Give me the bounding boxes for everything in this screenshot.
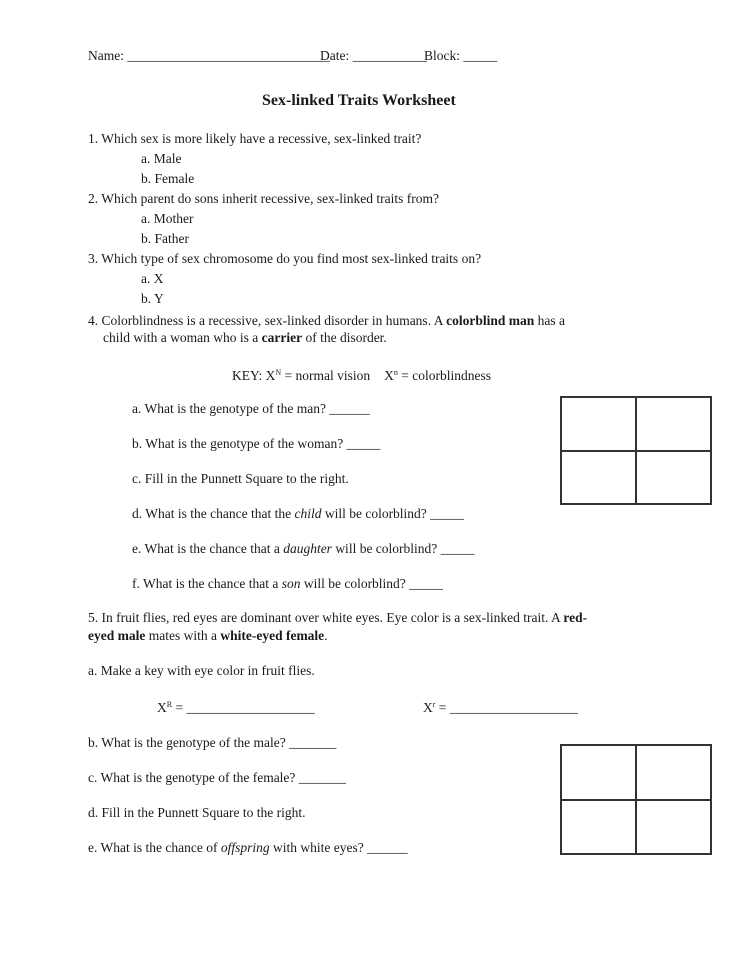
q5b: b. What is the genotype of the male? _______ [88, 735, 337, 750]
page-title: Sex-linked Traits Worksheet [262, 92, 456, 109]
question-1: 1. Which sex is more likely have a recessive, sex-linked trait? [88, 131, 422, 146]
key-value: = colorblindness [397, 368, 492, 383]
text: has a [534, 313, 565, 328]
bold-text: eyed male [88, 628, 146, 643]
name-field[interactable]: Name: ______________________________ [88, 48, 330, 63]
italic-text: daughter [283, 541, 332, 556]
question-4-line2 [103, 329, 387, 347]
q4d [132, 505, 464, 523]
key-x: X [423, 700, 433, 715]
question-5-line1 [88, 609, 587, 627]
punnett-cell[interactable] [561, 397, 636, 451]
italic-text: offspring [220, 840, 270, 855]
q5d: d. Fill in the Punnett Square to the right. [88, 805, 306, 820]
q4a: a. What is the genotype of the man? ______ [132, 401, 370, 416]
punnett-cell[interactable] [561, 451, 636, 505]
q3-option-a: a. X [141, 271, 164, 286]
punnett-cell[interactable] [561, 800, 636, 855]
bold-text: red- [563, 610, 588, 625]
key-x: X [384, 368, 394, 383]
bold-text: carrier [261, 330, 303, 345]
text: mates with a [145, 628, 221, 643]
bold-text: white-eyed female [220, 628, 325, 643]
text: child with a woman who is a [103, 330, 262, 345]
q5a: a. Make a key with eye color in fruit flies. [88, 663, 315, 678]
key-x: X [157, 700, 167, 715]
italic-text: son [281, 576, 301, 591]
punnett-cell[interactable] [561, 745, 636, 800]
question-3: 3. Which type of sex chromosome do you find most sex-linked traits on? [88, 251, 482, 266]
q2-option-a: a. Mother [141, 211, 194, 226]
key-colorblindness [232, 364, 491, 385]
key-red-field[interactable] [157, 696, 315, 717]
q4e [132, 540, 474, 558]
punnett-cell[interactable] [636, 745, 711, 800]
q2-option-b: b. Father [141, 231, 189, 246]
blank[interactable]: = ___________________ [435, 700, 579, 715]
text: d. What is the chance that the [132, 506, 295, 521]
punnett-cell[interactable] [636, 397, 711, 451]
text: 5. In fruit flies, red eyes are dominant over white eyes. Eye color is a sex-linked trait. A [88, 610, 564, 625]
q5c: c. What is the genotype of the female? _______ [88, 770, 347, 785]
question-2: 2. Which parent do sons inherit recessive, sex-linked traits from? [88, 191, 440, 206]
key-value: = normal vision [281, 368, 371, 383]
allele-superscript: n [393, 368, 398, 377]
text: of the disorder. [302, 330, 387, 345]
q3-option-b: b. Y [141, 291, 164, 306]
q4f [132, 575, 443, 593]
q5e [88, 839, 408, 857]
key-label: KEY: X [232, 368, 276, 383]
blank[interactable]: = ___________________ [172, 700, 315, 715]
text: will be colorblind? _____ [321, 506, 464, 521]
q1-option-a: a. Male [141, 151, 182, 166]
punnett-square-1[interactable] [560, 396, 712, 505]
question-4-line1 [88, 312, 565, 330]
text: will be colorblind? _____ [331, 541, 475, 556]
punnett-square-2[interactable] [560, 744, 712, 855]
text: 4. Colorblindness is a recessive, sex-linked disorder in humans. A [88, 313, 447, 328]
allele-superscript: r [432, 700, 436, 709]
punnett-cell[interactable] [636, 800, 711, 855]
text: f. What is the chance that a [132, 576, 282, 591]
text: with white eyes? ______ [269, 840, 408, 855]
text: will be colorblind? _____ [300, 576, 443, 591]
bold-text: colorblind man [446, 313, 535, 328]
block-field[interactable]: Block: _____ [424, 48, 498, 63]
q4c: c. Fill in the Punnett Square to the right. [132, 471, 349, 486]
q4b: b. What is the genotype of the woman? _____ [132, 436, 381, 451]
allele-superscript: R [166, 700, 173, 709]
text: e. What is the chance of [88, 840, 221, 855]
italic-text: child [294, 506, 322, 521]
key-white-field[interactable] [423, 696, 578, 717]
q1-option-b: b. Female [141, 171, 195, 186]
text: . [324, 628, 328, 643]
allele-superscript: N [275, 368, 282, 377]
punnett-cell[interactable] [636, 451, 711, 505]
date-field[interactable]: Date: ___________ [320, 48, 427, 63]
text: e. What is the chance that a [132, 541, 284, 556]
question-5-line2 [88, 627, 328, 645]
